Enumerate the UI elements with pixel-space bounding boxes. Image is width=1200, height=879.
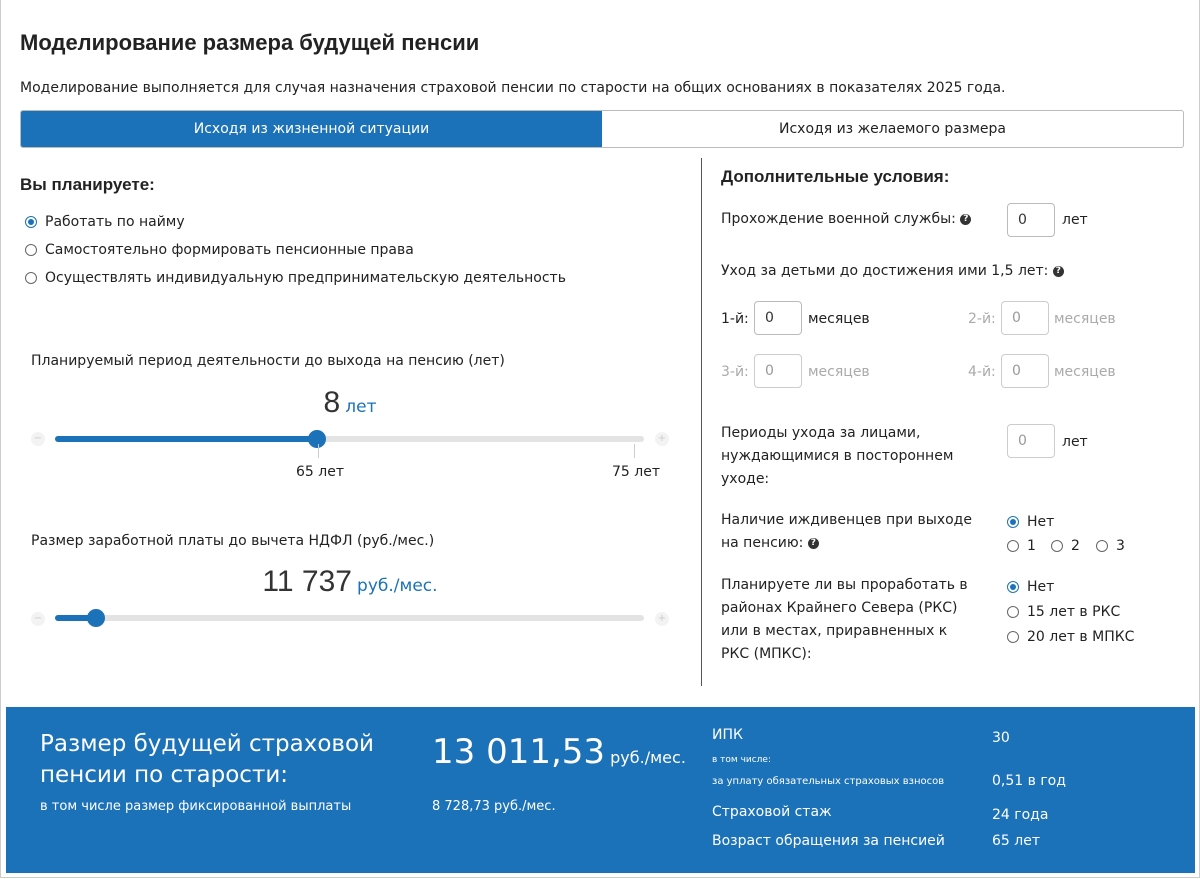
amount-unit: руб./мес. — [610, 748, 686, 767]
children-label-text: Уход за детьми до достижения ими 1,5 лет: — [721, 263, 1049, 279]
page-title: Моделирование размера будущей пенсии — [20, 30, 480, 55]
subtitle: Моделирование выполняется для случая назначения страховой пенсии по старости на общих основаниях в показателях 2025 года. — [20, 80, 1006, 96]
dependents-1[interactable] — [1007, 538, 1036, 554]
radio-icon[interactable] — [25, 244, 37, 256]
contrib-label: за уплату обязательных страховых взносов — [712, 776, 945, 787]
dependents-label — [721, 509, 981, 555]
period-slider[interactable] — [55, 436, 644, 442]
salary-label: Размер заработной платы до вычета НДФЛ (руб./мес.) — [31, 533, 435, 549]
option-label: Нет — [1027, 579, 1055, 595]
child-1-label: 1-й: — [721, 311, 749, 327]
period-number: 8 — [323, 386, 341, 419]
minus-icon[interactable]: − — [31, 432, 45, 446]
months-unit: месяцев — [808, 364, 870, 380]
option-label: Нет — [1027, 514, 1055, 530]
radio-selected-icon[interactable] — [1007, 581, 1019, 593]
care-input[interactable]: 0 — [1007, 424, 1055, 458]
option-label: 15 лет в РКС — [1027, 604, 1121, 620]
fixed-value: 8 728,73 руб./мес. — [432, 799, 556, 814]
stazh-label: Страховой стаж — [712, 804, 832, 820]
dependents-none[interactable] — [1007, 514, 1054, 530]
extra-heading: Дополнительные условия: — [721, 167, 950, 186]
period-unit: лет — [345, 397, 377, 417]
plan-option-entrepreneur[interactable] — [25, 270, 566, 286]
option-label: Осуществлять индивидуальную предпринимательскую деятельность — [45, 270, 566, 286]
tab-desired-amount[interactable]: Исходя из желаемого размера — [779, 121, 1006, 137]
radio-icon[interactable] — [1007, 606, 1019, 618]
age-value: 65 лет — [992, 833, 1040, 849]
salary-value — [0, 565, 700, 599]
help-icon[interactable]: ? — [960, 214, 971, 225]
child-1-input[interactable]: 0 — [754, 301, 802, 335]
option-label: Самостоятельно формировать пенсионные права — [45, 242, 414, 258]
divider — [701, 158, 702, 686]
years-unit: лет — [1062, 434, 1088, 450]
option-label: 20 лет в МПКС — [1027, 629, 1135, 645]
child-3-label: 3-й: — [721, 364, 749, 380]
north-mpks[interactable] — [1007, 629, 1134, 645]
option-label: 1 — [1027, 538, 1036, 554]
child-4-label: 4-й: — [968, 364, 996, 380]
years-unit: лет — [1062, 212, 1088, 228]
plan-option-self[interactable] — [25, 242, 414, 258]
radio-icon[interactable] — [1007, 540, 1019, 552]
help-icon[interactable]: ? — [1053, 266, 1064, 277]
dependents-3[interactable] — [1096, 538, 1125, 554]
stazh-value: 24 года — [992, 807, 1049, 823]
months-unit: месяцев — [1054, 364, 1116, 380]
radio-icon[interactable] — [25, 272, 37, 284]
option-label: 3 — [1116, 538, 1125, 554]
period-value — [0, 386, 700, 420]
fixed-label: в том числе размер фиксированной выплаты — [40, 799, 352, 814]
period-slider-fill — [55, 436, 317, 442]
tabs — [20, 110, 1184, 148]
option-label: Работать по найму — [45, 214, 185, 230]
north-label: Планируете ли вы проработать в районах Крайнего Севера (РКС) или в местах, приравненных к РКС (МПКС): — [721, 577, 968, 662]
children-label — [721, 263, 1064, 279]
ipk-label: ИПК — [712, 727, 743, 743]
help-icon[interactable]: ? — [808, 538, 819, 549]
amount-number: 13 011,53 — [432, 732, 606, 772]
child-2-label: 2-й: — [968, 311, 996, 327]
tick-mark — [318, 444, 319, 458]
result-panel — [6, 707, 1195, 873]
contrib-value: 0,51 в год — [992, 773, 1066, 789]
option-label: 2 — [1071, 538, 1080, 554]
result-amount — [432, 732, 686, 772]
result-title: Размер будущей страховой пенсии по старости: — [40, 731, 374, 788]
plus-icon[interactable]: + — [655, 432, 669, 446]
period-label: Планируемый период деятельности до выхода на пенсию (лет) — [31, 353, 505, 369]
radio-selected-icon[interactable] — [25, 216, 37, 228]
dependents-2[interactable] — [1051, 538, 1080, 554]
child-4-input[interactable]: 0 — [1001, 354, 1049, 388]
child-3-input[interactable]: 0 — [754, 354, 802, 388]
plan-option-employment[interactable] — [25, 214, 185, 230]
plus-icon[interactable]: + — [655, 612, 669, 626]
age-label: Возраст обращения за пенсией — [712, 833, 945, 849]
north-none[interactable] — [1007, 579, 1054, 595]
care-label: Периоды ухода за лицами, нуждающимися в постороннем уходе: — [721, 425, 954, 487]
salary-unit: руб./мес. — [357, 576, 438, 596]
radio-selected-icon[interactable] — [1007, 516, 1019, 528]
plan-heading: Вы планируете: — [20, 175, 155, 194]
radio-icon[interactable] — [1051, 540, 1063, 552]
child-2-input[interactable]: 0 — [1001, 301, 1049, 335]
military-input[interactable]: 0 — [1007, 203, 1055, 237]
months-unit: месяцев — [808, 311, 870, 327]
salary-slider[interactable] — [55, 615, 644, 621]
radio-icon[interactable] — [1007, 631, 1019, 643]
tick-75: 75 лет — [612, 464, 660, 480]
incl-label: в том числе: — [712, 755, 772, 765]
minus-icon[interactable]: − — [31, 612, 45, 626]
north-rks[interactable] — [1007, 604, 1120, 620]
tick-65: 65 лет — [296, 464, 344, 480]
tick-mark — [634, 444, 635, 458]
military-label — [721, 211, 971, 227]
military-label-text: Прохождение военной службы: — [721, 211, 956, 227]
radio-icon[interactable] — [1096, 540, 1108, 552]
salary-number: 11 737 — [262, 565, 352, 598]
dependents-label-text: Наличие иждивенцев при выходе на пенсию: — [721, 512, 972, 551]
months-unit: месяцев — [1054, 311, 1116, 327]
tab-life-situation[interactable]: Исходя из жизненной ситуации — [21, 111, 602, 147]
ipk-value: 30 — [992, 730, 1010, 746]
